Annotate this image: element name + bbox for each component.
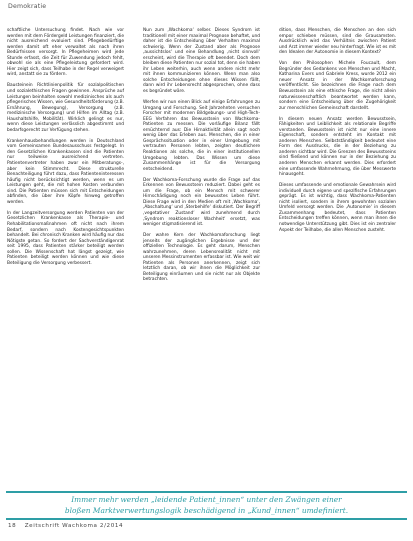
pull-quote-line-2: bloßen Marktverwertungslogik beschädigend in „Kund_innen“ umdefiniert. — [64, 506, 349, 515]
page-footer — [8, 523, 123, 529]
page-number: 18 — [8, 523, 17, 529]
text-column-3 — [279, 28, 396, 239]
body-paragraph: Dieses umfassende und emotionale Gewahrsein wird individuell durch eigene und spezifische Erfahrungen geprägt. Es ist wichtig, dass Wachkoma-Patienten nicht isoliert, sondern in ihrem gewohnten sozialen Umfeld versorgt werden. Die ‚Autonomie‘ in diesem Zusammenhang bedeutet, dass Patienten Entscheidungen treffen können, wenn man ihnen die notwendige Unterstützung gibt. Dies ist ein zentraler Aspekt der Teilhabe, die allen Menschen zusteht. — [279, 183, 396, 233]
section-label: Demokratie — [8, 3, 47, 10]
body-paragraph: In der Langzeitversorgung werden Patienten von der Gesetzlichen Krankenkasse als Therapie- und Rehabilitationsmaßnahmen oft nicht nach ihrem Bedarf, sondern nach Kostengesichtspunkten behandelt. Bei chronisch Kranken wird häufig nur das Nötigste getan. So fordert der Sachverständigenrat seit 1995, dass Patienten stärker beteiligt werden sollen. Die Wissenschaft hat längst gezeigt, wie Patienten beteiligt werden können und wie diese Beteiligung die Versorgung verbessert. — [7, 210, 124, 266]
pull-quote-top-rule — [6, 491, 407, 493]
body-paragraph: Der Wachkoma-Forschung wurde die Frage auf das Erkennen von Bewusstsein reduziert. Dabei geht es um die Frage, ob ein Mensch mit schwerer Hirnschädigung noch ein bewusstes Leben führt. Diese Frage wird in den Medien oft mit ‚Wachkoma‘, ‚Abschaltung‘ und ‚Sterbehilfe‘ diskutiert. Der Begriff ‚vegetativer Zustand‘ wird zunehmend durch ‚Syndrom reaktionsloser Wachheit‘ ersetzt, was weniger stigmatisierend ist. — [143, 177, 260, 228]
body-paragraph: Von den Philosophen Michele Foucault, dem Begründer des Gedankens von Menschen und Macht, Katharina Evers und Gabriele Kress, wurde 2012 ein neuer Ansatz in der Wachkomaforschung veröffentlicht. Sie bezeichnen die Frage nach dem Bewusstsein als eine ethische Frage, die nicht allein naturwissenschaftlich beantwortet werden kann, sondern eine Entscheidung über die Zugehörigkeit zur menschlichen Gemeinschaft darstellt. — [279, 61, 396, 111]
pull-quote-line-1: Immer mehr werden „leidende Patient_innen“ unter den Zwängen einer — [71, 495, 342, 504]
body-paragraph: In diesem neuen Ansatz werden Bewusstsein, Fähigkeiten und Leiblichkeit als relationale Begriffe verstanden. Bewusstsein ist nicht nur eine innere Eigenschaft, sondern entsteht im Kontakt mit anderen Menschen. Selbstständigkeit bedeutet eine Form des Ausdrucks, die in der Beziehung zu anderen sichtbar wird. Die Grenzen des Bewusstseins sind fließend und können nur in der Beziehung zu anderen Menschen erkannt werden. Dies erfordert eine umfassende Wahrnehmung, die über Messwerte hinausgeht. — [279, 116, 396, 178]
body-paragraph: dition, dass Menschen, die Menschen an den sich empor schieben müssen, sind die Grausamsten. Ausdrücklich wird das Verhältnis zwischen Patient und Arzt immer wieder neu hinterfragt. Wie ist es mit den Idealen der Autonomie in diesem Kontext? — [279, 28, 396, 56]
body-paragraph: Nun zum ‚Wachkoma‘ selber. Dieses Syndrom ist traditionell mit einer maximal Prognose behaftet, und daher ist die Entscheidung über Verhalten maximal schwierig. Wenn der Zustand aber als Prognose ‚aussichtslos‘ und eine Behandlung ‚nicht sinnvoll‘ erscheint, wird die Therapie oft beendet. Doch dem bleiben diese Patienten nur sozial tot, denn sie haben ihr Leben weiterhin, auch wenn andere nicht mehr mit ihnen kommunizieren können. Wenn man also solche Entscheidungen ohne dieses Wissen fällt, dann wird ihr Lebensrecht abgesprochen, ohne dass es begründet wäre. — [143, 28, 260, 95]
text-column-1 — [7, 28, 124, 272]
journal-title: Zeitschrift Wachkoma 2/2014 — [24, 523, 124, 529]
body-paragraph: Bausteinein Richtlinienpolitik für sozialpolitischen und sozialethischen Fragen gewinnen. Ansprüche auf Leistungen beinhalten sowohl medizinisches als auch pflegerisches Wissen, wie Gesundheitsförderung (z.B. Ernährung, Bewegung), Versorgung (z.B. medizinische Versorgung) und Hilfen im Alltag (z.B. Haushaltshilfe, Mobilität). Wirklich gelingt es nur, wenn diese Leistungen verlässlich abgestimmt und bedarfsgerecht zur Verfügung stehen. — [7, 83, 124, 133]
body-paragraph: schaftliche Untersuchung findet. Nach wie vor werden mit dem Fördergeld Leistungen finanziert, die nicht ausreichend evaluiert sind. Pflegebedürftige werden damit oft eher verwaltet als nach ihren Bedürfnissen versorgt. In Pflegeheimen wird jede Stunde erfasst, die Zeit für Zuwendung jedoch fehlt, obwohl sie als eine Pflegeleistung gefordert wird. Hier zeigt sich, dass Teilhabe in der Regel verweigert wird, anstatt sie zu fördern. — [7, 28, 124, 78]
body-paragraph: Krankenhausbehandlungen werden in Deutschland vom Gemeinsamen Bundesausschuss festgelegt. In den Gesetzlichen Krankenkassen sind die Patienten nur teilweise ausreichend vertreten. Patientenvertreter haben zwar ein Mitberatungs-, aber kein Stimmrecht. Diese strukturelle Benachteiligung führt dazu, dass Patienteninteressen häufig nicht berücksichtigt werden, wenn es um Leistungen geht, die mit hohen Kosten verbunden sind. Die Patienten müssen sich mit Entscheidungen abfinden, die über ihre Köpfe hinweg getroffen werden. — [7, 138, 124, 205]
pull-quote-bottom-rule — [6, 518, 407, 520]
pull-quote — [0, 491, 413, 521]
text-column-2 — [143, 28, 260, 289]
body-paragraph: Werfen wir nun einen Blick auf einige Erfahrungen zu Umgang und Forschung. Seit Jahrzehnten versuchen Forscher mit modernen Bildgebungs- und High-Tech-EEG Verfahren das Bewusstsein von Wachkoma-Patienten zu messen. Die vorläufige Bilanz fällt ernüchternd aus: Die Hirnaktivität allein sagt noch wenig über das Erleben aus. Menschen, die in einer Gesprächssituation oder in einer Umgebung mit vertrauten Personen lebten, zeigten deutlichere Reaktionen als solche, die in einer institutionellen Umgebung lebten. Das Wissen um diese Zusammenhänge ist für die Versorgung entscheidend. — [143, 100, 260, 172]
body-paragraph: Der wahre Kern der Wachkomaforschung liegt jenseits der zugänglichen Ergebnisse und der offiziellen Technologie. Es geht darum, Menschen wahrzunehmen, deren Lebensrealität nicht mit unseren Messinstrumenten erfassbar ist. Wie weit wir Patienten als Personen anerkennen, zeigt sich letztlich daran, ob wir ihnen die Möglichkeit zur Beteiligung einräumen und sie nicht nur als Objekte betrachten. — [143, 233, 260, 283]
